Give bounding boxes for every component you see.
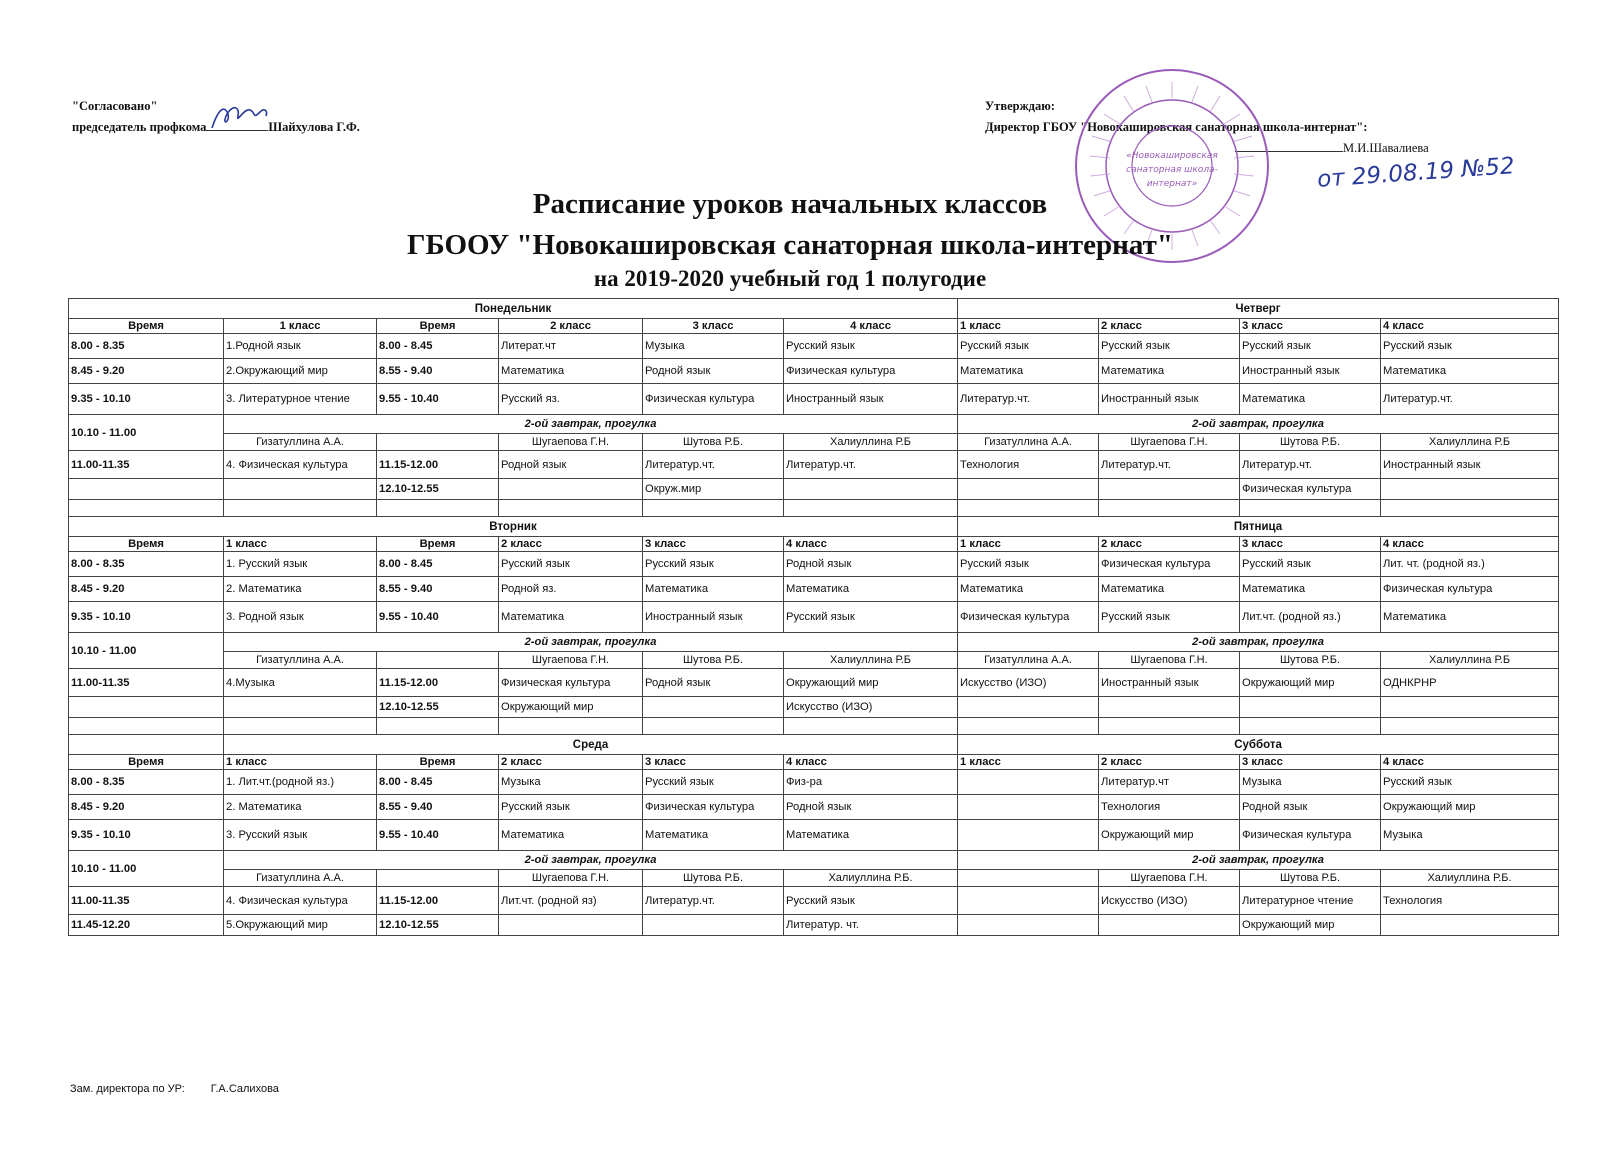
empty-cell [643,500,784,517]
column-header: 4 класс [1381,319,1559,334]
lesson-cell: 11.00-11.35 [69,451,224,479]
lesson-cell: Родной язык [784,795,958,820]
empty-cell [499,718,643,735]
lesson-cell: Литератур.чт. [643,887,784,915]
lesson-cell: Родной яз. [499,577,643,602]
column-header: 2 класс [1099,755,1240,770]
teacher-cell: Гизатуллина А.А. [958,652,1099,669]
lesson-cell: Русский язык [643,770,784,795]
lesson-cell: Родной язык [643,669,784,697]
teacher-cell: Гизатуллина А.А. [224,652,377,669]
schedule-table [68,298,1559,936]
break-time: 10.10 - 11.00 [69,415,224,451]
lesson-cell [69,697,224,718]
lesson-cell: Технология [1381,887,1559,915]
empty-cell [69,735,224,755]
lesson-cell: Родной язык [643,359,784,384]
column-header: Время [69,537,224,552]
teachers-row [69,652,1559,669]
lesson-cell: 8.00 - 8.45 [377,770,499,795]
lesson-cell: Математика [1381,359,1559,384]
teachers-row [69,870,1559,887]
lesson-cell: Русский язык [1381,334,1559,359]
lesson-cell: Иностранный язык [643,602,784,633]
lesson-cell: Родной язык [784,552,958,577]
column-header: 4 класс [784,537,958,552]
lesson-cell: Музыка [643,334,784,359]
lesson-cell: Окруж.мир [643,479,784,500]
lesson-cell: Литератур.чт. [1381,384,1559,415]
lesson-cell [643,697,784,718]
lesson-cell: Математика [643,577,784,602]
column-header-row [69,319,1559,334]
empty-cell [1240,718,1381,735]
chair-label: председатель профкома [72,120,207,134]
lesson-cell: 2. Математика [224,795,377,820]
teacher-cell: Гизатуллина А.А. [958,434,1099,451]
lesson-cell: Музыка [1381,820,1559,851]
lesson-row [69,697,1559,718]
lesson-cell: 2.Окружающий мир [224,359,377,384]
column-header-row [69,537,1559,552]
lesson-cell: Искусство (ИЗО) [784,697,958,718]
lesson-cell: Литературное чтение [1240,887,1381,915]
lesson-row [69,795,1559,820]
empty-cell [958,500,1099,517]
column-header: 2 класс [499,537,643,552]
lesson-cell: 8.00 - 8.45 [377,552,499,577]
column-header: 1 класс [224,319,377,334]
svg-text:интернат»: интернат» [1146,179,1198,189]
lesson-cell: Литератур.чт. [643,451,784,479]
lesson-cell: Физическая культура [499,669,643,697]
lesson-cell [958,915,1099,936]
lesson-cell [69,479,224,500]
lesson-cell: Окружающий мир [499,697,643,718]
lesson-cell: 12.10-12.55 [377,479,499,500]
lesson-cell: Физическая культура [958,602,1099,633]
column-header: 3 класс [643,537,784,552]
lesson-cell: 8.00 - 8.35 [69,334,224,359]
chair-line [72,117,360,138]
lesson-cell: Окружающий мир [1240,915,1381,936]
column-header: 2 класс [499,319,643,334]
break-label: 2-ой завтрак, прогулка [958,415,1559,434]
lesson-cell: Литерат.чт [499,334,643,359]
column-header: 3 класс [1240,319,1381,334]
lesson-cell [643,915,784,936]
day-header-row [69,299,1559,319]
column-header: Время [69,319,224,334]
column-header: 4 класс [784,755,958,770]
lesson-row [69,770,1559,795]
lesson-cell: Искусство (ИЗО) [1099,887,1240,915]
lesson-cell: Физическая культура [1240,479,1381,500]
lesson-cell: Иностранный язык [1099,669,1240,697]
lesson-cell: 9.55 - 10.40 [377,602,499,633]
lesson-cell [1099,479,1240,500]
teacher-cell: Шугаепова Г.Н. [1099,652,1240,669]
break-label: 2-ой завтрак, прогулка [224,851,958,870]
empty-cell [784,718,958,735]
empty-row [69,500,1559,517]
lesson-cell: Русский язык [1381,770,1559,795]
lesson-cell [958,795,1099,820]
empty-cell [224,718,377,735]
lesson-cell: Литератур.чт [1099,770,1240,795]
lesson-cell: Русский язык [784,334,958,359]
lesson-cell: 11.00-11.35 [69,669,224,697]
teacher-cell: Халиуллина Р.Б [1381,652,1559,669]
lesson-cell: Математика [958,577,1099,602]
lesson-cell [958,479,1099,500]
lesson-cell: Литератур.чт. [784,451,958,479]
teacher-cell [958,870,1099,887]
teacher-cell: Шутова Р.Б. [643,652,784,669]
lesson-cell: 8.55 - 9.40 [377,795,499,820]
column-header: 2 класс [1099,319,1240,334]
empty-cell [224,500,377,517]
column-header: 3 класс [643,319,784,334]
lesson-cell: Математика [784,577,958,602]
lesson-cell: 2. Математика [224,577,377,602]
teacher-cell: Шутова Р.Б. [643,434,784,451]
lesson-cell: Литератур.чт. [1240,451,1381,479]
lesson-cell [1381,697,1559,718]
teacher-cell [377,434,499,451]
empty-cell [1099,718,1240,735]
teacher-cell: Шугаепова Г.Н. [499,652,643,669]
lesson-cell: 11.45-12.20 [69,915,224,936]
lesson-cell: Лит. чт. (родной яз.) [1381,552,1559,577]
lesson-cell: 1. Лит.чт.(родной яз.) [224,770,377,795]
school-title: ГБООУ "Новокашировская санаторная школа-интернат" [407,229,1173,261]
lesson-cell: 8.45 - 9.20 [69,577,224,602]
lesson-cell: Физическая культура [1099,552,1240,577]
empty-row [69,718,1559,735]
column-header: 4 класс [1381,755,1559,770]
break-label: 2-ой завтрак, прогулка [224,415,958,434]
empty-cell [1381,718,1559,735]
teacher-cell: Халиуллина Р.Б. [1381,870,1559,887]
column-header: 3 класс [1240,537,1381,552]
lesson-cell: Русский язык [1240,334,1381,359]
lesson-cell [958,770,1099,795]
lesson-cell: 8.45 - 9.20 [69,795,224,820]
lesson-cell: Математика [499,359,643,384]
lesson-cell: 8.55 - 9.40 [377,359,499,384]
lesson-cell: Математика [1381,602,1559,633]
lesson-cell [958,697,1099,718]
teacher-cell: Шугаепова Г.Н. [1099,870,1240,887]
lesson-cell: Литератур.чт. [958,384,1099,415]
lesson-cell: Русский язык [499,552,643,577]
lesson-cell: Лит.чт. (родной яз.) [1240,602,1381,633]
lesson-cell: 11.15-12.00 [377,669,499,697]
column-header: 2 класс [499,755,643,770]
lesson-cell: Литератур.чт. [1099,451,1240,479]
lesson-cell [1240,697,1381,718]
lesson-cell: 4. Физическая культура [224,887,377,915]
agreed-label: "Согласовано" [72,99,158,113]
column-header: Время [377,537,499,552]
empty-cell [69,718,224,735]
day-right: Четверг [958,299,1559,319]
approve-label: Утверждаю: [985,99,1055,113]
lesson-cell [224,479,377,500]
lesson-cell: Русский язык [958,334,1099,359]
lesson-cell: Физ-ра [784,770,958,795]
column-header: Время [377,319,499,334]
empty-cell [1240,500,1381,517]
lesson-row [69,577,1559,602]
empty-cell [784,500,958,517]
footer-name: Г.А.Салихова [210,1083,279,1095]
teacher-cell: Шутова Р.Б. [643,870,784,887]
lesson-cell [1099,915,1240,936]
lesson-cell: Технология [1099,795,1240,820]
lesson-cell: Русский язык [499,795,643,820]
lesson-cell: Иностранный язык [1240,359,1381,384]
day-right: Суббота [958,735,1559,755]
lesson-cell [958,820,1099,851]
lesson-cell: Русский язык [1099,334,1240,359]
break-row [69,415,1559,434]
break-time: 10.10 - 11.00 [69,633,224,669]
lesson-cell: Математика [1099,577,1240,602]
lesson-cell: Родной язык [1240,795,1381,820]
column-header: 1 класс [958,537,1099,552]
lesson-cell: Музыка [499,770,643,795]
empty-cell [958,718,1099,735]
lesson-row [69,552,1559,577]
director-line: Директор ГБОУ "Новокашировская санаторная школа-интернат": [985,120,1368,134]
column-header: 2 класс [1099,537,1240,552]
day-right: Пятница [958,517,1559,537]
lesson-row [69,384,1559,415]
signature-icon [210,100,270,134]
lesson-cell: 3. Русский язык [224,820,377,851]
teacher-cell: Халиуллина Р.Б [784,652,958,669]
svg-text:«Новокашировская: «Новокашировская [1126,151,1218,161]
break-time: 10.10 - 11.00 [69,851,224,887]
teacher-cell: Халиуллина Р.Б [784,434,958,451]
lesson-cell: 11.15-12.00 [377,887,499,915]
lesson-row [69,915,1559,936]
lesson-cell: 11.15-12.00 [377,451,499,479]
teacher-cell: Шугаепова Г.Н. [1099,434,1240,451]
director-name: М.И.Шавалиева [1343,141,1429,155]
lesson-cell: Окружающий мир [1099,820,1240,851]
lesson-cell: 4.Музыка [224,669,377,697]
column-header: 1 класс [224,755,377,770]
column-header: 1 класс [958,755,1099,770]
lesson-cell: 9.35 - 10.10 [69,820,224,851]
lesson-cell: Окружающий мир [784,669,958,697]
day-header-row [69,735,1559,755]
lesson-cell: 9.35 - 10.10 [69,602,224,633]
lesson-cell: Иностранный язык [784,384,958,415]
lesson-cell: Окружающий мир [1240,669,1381,697]
day-header-row [69,517,1559,537]
lesson-cell: Русский язык [1099,602,1240,633]
lesson-cell: Математика [1240,577,1381,602]
approval-block [72,96,360,138]
lesson-cell [224,697,377,718]
teacher-cell: Гизатуллина А.А. [224,434,377,451]
lesson-cell: Математика [784,820,958,851]
lesson-cell: 3. Литературное чтение [224,384,377,415]
column-header: 4 класс [784,319,958,334]
lesson-row [69,334,1559,359]
signature-line [206,118,268,131]
break-label: 2-ой завтрак, прогулка [958,851,1559,870]
lesson-cell: 3. Родной язык [224,602,377,633]
chair-name: Шайхулова Г.Ф. [268,120,360,134]
lesson-cell: 11.00-11.35 [69,887,224,915]
empty-cell [377,718,499,735]
teacher-cell: Шугаепова Г.Н. [499,434,643,451]
break-label: 2-ой завтрак, прогулка [224,633,958,652]
lesson-cell: Лит.чт. (родной яз) [499,887,643,915]
lesson-cell: Искусство (ИЗО) [958,669,1099,697]
teacher-cell: Халиуллина Р.Б. [784,870,958,887]
lesson-row [69,479,1559,500]
day-left: Понедельник [69,299,958,319]
lesson-cell: Технология [958,451,1099,479]
svg-text:санаторная школа-: санаторная школа- [1126,165,1218,175]
teacher-cell [377,870,499,887]
teacher-cell: Гизатуллина А.А. [224,870,377,887]
lesson-cell: Русский язык [784,887,958,915]
lesson-cell: Литератур. чт. [784,915,958,936]
lesson-cell: 12.10-12.55 [377,697,499,718]
lesson-row [69,887,1559,915]
lesson-cell: Физическая культура [1240,820,1381,851]
page-title: Расписание уроков начальных классов [532,188,1048,220]
column-header: Время [377,755,499,770]
lesson-cell: 9.55 - 10.40 [377,384,499,415]
lesson-cell: Русский язык [958,552,1099,577]
lesson-cell: 8.45 - 9.20 [69,359,224,384]
break-row [69,851,1559,870]
teacher-cell: Шутова Р.Б. [1240,434,1381,451]
empty-cell [1099,500,1240,517]
lesson-cell [499,915,643,936]
lesson-cell: 12.10-12.55 [377,915,499,936]
footer-label: Зам. директора по УР: [70,1083,185,1095]
lesson-cell: ОДНКРНР [1381,669,1559,697]
lesson-cell: Математика [643,820,784,851]
lesson-cell: 8.00 - 8.35 [69,552,224,577]
lesson-cell: 1.Родной язык [224,334,377,359]
lesson-cell: 8.00 - 8.45 [377,334,499,359]
empty-cell [377,500,499,517]
lesson-row [69,451,1559,479]
lesson-cell: 4. Физическая культура [224,451,377,479]
column-header: 1 класс [224,537,377,552]
order-note: от 29.08.19 №52 [1316,153,1516,193]
lesson-cell: Физическая культура [1381,577,1559,602]
column-header: 1 класс [958,319,1099,334]
lesson-cell: 8.55 - 9.40 [377,577,499,602]
lesson-cell: 9.35 - 10.10 [69,384,224,415]
lesson-cell: Русский язык [784,602,958,633]
teacher-cell [377,652,499,669]
lesson-cell: Русский яз. [499,384,643,415]
column-header: 3 класс [643,755,784,770]
lesson-cell: Иностранный язык [1381,451,1559,479]
teachers-row [69,434,1559,451]
column-header: 3 класс [1240,755,1381,770]
break-label: 2-ой завтрак, прогулка [958,633,1559,652]
lesson-cell: Математика [1240,384,1381,415]
lesson-row [69,820,1559,851]
lesson-cell: Физическая культура [643,795,784,820]
lesson-cell: Физическая культура [784,359,958,384]
teacher-cell: Халиуллина Р.Б [1381,434,1559,451]
lesson-cell: Математика [499,820,643,851]
lesson-row [69,669,1559,697]
lesson-cell: Иностранный язык [1099,384,1240,415]
lesson-cell [1381,479,1559,500]
column-header-row [69,755,1559,770]
lesson-row [69,602,1559,633]
lesson-cell: Математика [958,359,1099,384]
lesson-cell: Математика [499,602,643,633]
day-left: Среда [224,735,958,755]
lesson-cell [1381,915,1559,936]
empty-cell [499,500,643,517]
teacher-cell: Шутова Р.Б. [1240,652,1381,669]
day-left: Вторник [69,517,958,537]
lesson-cell [784,479,958,500]
break-row [69,633,1559,652]
teacher-cell: Шугаепова Г.Н. [499,870,643,887]
lesson-cell [958,887,1099,915]
lesson-cell: Родной язык [499,451,643,479]
empty-cell [1381,500,1559,517]
empty-cell [643,718,784,735]
lesson-cell [499,479,643,500]
lesson-row [69,359,1559,384]
lesson-cell: 5.Окружающий мир [224,915,377,936]
lesson-cell [1099,697,1240,718]
footer [70,1083,279,1095]
year-title: на 2019-2020 учебный год 1 полугодие [593,266,987,291]
lesson-cell: Математика [1099,359,1240,384]
lesson-cell: Физическая культура [643,384,784,415]
lesson-cell: 8.00 - 8.35 [69,770,224,795]
lesson-cell: Музыка [1240,770,1381,795]
lesson-cell: Окружающий мир [1381,795,1559,820]
lesson-cell: 1. Русский язык [224,552,377,577]
lesson-cell: Русский язык [643,552,784,577]
empty-cell [69,500,224,517]
lesson-cell: 9.55 - 10.40 [377,820,499,851]
lesson-cell: Русский язык [1240,552,1381,577]
column-header: Время [69,755,224,770]
column-header: 4 класс [1381,537,1559,552]
teacher-cell: Шутова Р.Б. [1240,870,1381,887]
